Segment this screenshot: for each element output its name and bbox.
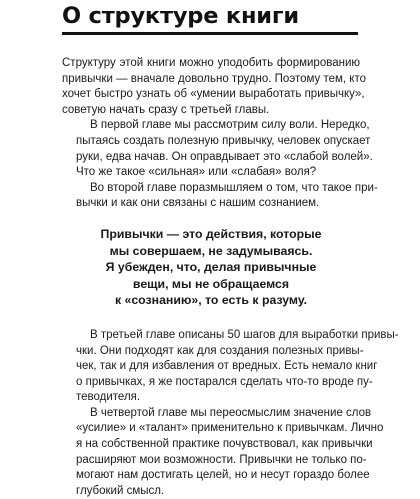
text-line: Структуру этой книги можно уподобить формированию: [62, 57, 360, 69]
text-line: Что же такое «сильная» или «слабая» воля?: [76, 166, 317, 179]
chapter-title: О структуре книги: [62, 3, 299, 29]
title-underline: [62, 32, 358, 35]
paragraph-intro: [62, 56, 366, 118]
text-line: теводителя.: [76, 391, 141, 404]
quote-line: Я убежден, что, делая привычные: [105, 260, 317, 275]
text-line: советую начать сразу с третьей главы.: [62, 103, 270, 116]
paragraph-chapter-one: [62, 118, 373, 180]
pull-quote: [62, 226, 360, 309]
text-line: Во второй главе поразмышляем о том, что такое при-: [90, 181, 378, 194]
body-text: [62, 56, 399, 499]
text-line: пытаясь создать полезную привычку, человек опускает: [76, 134, 371, 147]
text-line: В третьей главе описаны 50 шагов для выработки привы-: [90, 328, 399, 341]
text-line: глубокий смысл.: [76, 484, 165, 497]
text-line: о привычках, я же постарался сделать что-то вроде пу-: [76, 375, 373, 388]
text-line: я на собственной практике почувствовал, как привычки: [76, 438, 373, 451]
text-line: расширяют мои возможности. Привычки не только по-: [76, 453, 367, 466]
text-line: чки. Они подходят как для создания полезных привы-: [76, 344, 364, 357]
text-line: В четвертой главе мы переосмыслим значение слов: [90, 406, 372, 419]
text-line: чек, так и для избавления от вредных. Есть немало книг: [76, 360, 378, 373]
text-line: могают нам достигать целей, но и несут гораздо более: [76, 469, 370, 482]
paragraph-chapter-two: [62, 181, 378, 212]
quote-line: к «сознанию», то есть к разуму.: [114, 293, 308, 308]
text-line: руки, едва начав. Он оправдывает это «слабой волей».: [76, 150, 373, 163]
quote-line: Привычки — это действия, которые: [100, 226, 322, 241]
quote-line: вещи, мы не обращаемся: [132, 276, 290, 291]
text-line: вычки и как они связаны с нашим сознанием.: [76, 197, 320, 210]
text-line: хочет быстро узнать об «умении выработать привычку»,: [62, 88, 365, 101]
paragraph-chapter-three: [62, 328, 399, 406]
text-line: «усилие» и «талант» применительно к привычкам. Лично: [76, 422, 384, 435]
text-line: В первой главе мы рассмотрим силу воли. Нередко,: [90, 119, 370, 132]
text-line: привычки — вначале довольно трудно. Поэтому тем, кто: [62, 72, 366, 85]
quote-line: мы совершаем, не задумываясь.: [109, 243, 313, 258]
